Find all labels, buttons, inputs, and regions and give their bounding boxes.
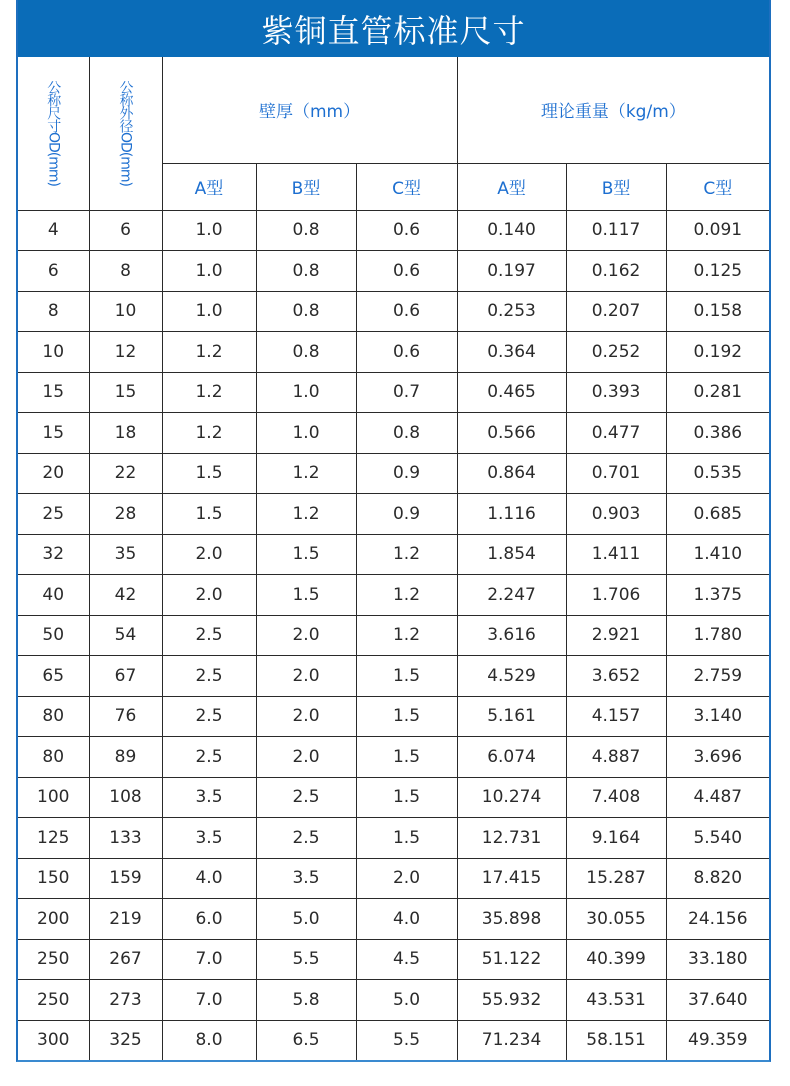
table-cell: 5.540 — [666, 818, 769, 859]
table-cell: 2.5 — [162, 696, 256, 737]
table-cell: 1.0 — [162, 291, 256, 332]
table-row — [18, 534, 769, 575]
table-cell: 2.247 — [457, 575, 566, 616]
table-cell: 1.375 — [666, 575, 769, 616]
table-cell: 4.0 — [162, 858, 256, 899]
table-cell: 0.7 — [356, 372, 457, 413]
table-cell: 0.6 — [356, 251, 457, 292]
table-cell: 300 — [18, 1020, 89, 1060]
header-theoretical-weight: 理论重量（kg/m） — [457, 57, 769, 163]
table-cell: 108 — [89, 777, 162, 818]
table-cell: 1.2 — [162, 332, 256, 373]
header-nominal-size: 公称尺寸OD(mm) — [18, 57, 89, 210]
table-cell: 0.8 — [256, 210, 356, 251]
table-cell: 5.161 — [457, 696, 566, 737]
table-cell: 4.529 — [457, 656, 566, 697]
table-cell: 54 — [89, 615, 162, 656]
table-cell: 12.731 — [457, 818, 566, 859]
table-cell: 1.5 — [256, 575, 356, 616]
table-cell: 65 — [18, 656, 89, 697]
table-cell: 100 — [18, 777, 89, 818]
table-row — [18, 899, 769, 940]
table-row — [18, 453, 769, 494]
table-cell: 37.640 — [666, 980, 769, 1021]
table-cell: 0.6 — [356, 210, 457, 251]
table-cell: 2.0 — [256, 615, 356, 656]
table-cell: 1.5 — [356, 777, 457, 818]
table-cell: 89 — [89, 737, 162, 778]
table-cell: 5.8 — [256, 980, 356, 1021]
table-cell: 1.780 — [666, 615, 769, 656]
table-row — [18, 939, 769, 980]
table-cell: 4.5 — [356, 939, 457, 980]
table-row — [18, 291, 769, 332]
table-cell: 1.2 — [356, 615, 457, 656]
table-cell: 0.465 — [457, 372, 566, 413]
table-row — [18, 413, 769, 454]
copper-pipe-spec-table — [18, 57, 769, 1060]
table-cell: 0.197 — [457, 251, 566, 292]
table-cell: 0.393 — [566, 372, 666, 413]
table-cell: 1.410 — [666, 534, 769, 575]
table-cell: 3.652 — [566, 656, 666, 697]
table-row — [18, 858, 769, 899]
table-row — [18, 251, 769, 292]
table-row — [18, 575, 769, 616]
table-cell: 8.0 — [162, 1020, 256, 1060]
table-cell: 0.162 — [566, 251, 666, 292]
table-cell: 267 — [89, 939, 162, 980]
table-cell: 325 — [89, 1020, 162, 1060]
table-cell: 15 — [18, 372, 89, 413]
table-body — [18, 210, 769, 1060]
table-cell: 35.898 — [457, 899, 566, 940]
table-row — [18, 737, 769, 778]
table-cell: 6.0 — [162, 899, 256, 940]
header-outer-diameter: 公称外径OD(mm) — [89, 57, 162, 210]
table-cell: 1.0 — [256, 372, 356, 413]
table-cell: 6.5 — [256, 1020, 356, 1060]
table-cell: 5.0 — [356, 980, 457, 1021]
table-row — [18, 656, 769, 697]
table-cell: 15.287 — [566, 858, 666, 899]
table-cell: 2.0 — [256, 737, 356, 778]
table-cell: 80 — [18, 737, 89, 778]
table-cell: 80 — [18, 696, 89, 737]
table-row — [18, 696, 769, 737]
table-cell: 0.364 — [457, 332, 566, 373]
table-cell: 0.117 — [566, 210, 666, 251]
table-cell: 12 — [89, 332, 162, 373]
table-cell: 55.932 — [457, 980, 566, 1021]
table-cell: 250 — [18, 939, 89, 980]
table-cell: 33.180 — [666, 939, 769, 980]
table-cell: 2.5 — [162, 737, 256, 778]
table-cell: 5.5 — [356, 1020, 457, 1060]
table-cell: 1.5 — [356, 656, 457, 697]
table-cell: 1.854 — [457, 534, 566, 575]
table-cell: 30.055 — [566, 899, 666, 940]
table-cell: 0.207 — [566, 291, 666, 332]
table-cell: 4.887 — [566, 737, 666, 778]
table-row — [18, 372, 769, 413]
table-cell: 1.5 — [356, 737, 457, 778]
table-cell: 28 — [89, 494, 162, 535]
header-weight-c: C型 — [666, 163, 769, 210]
table-cell: 71.234 — [457, 1020, 566, 1060]
table-cell: 5.5 — [256, 939, 356, 980]
table-cell: 43.531 — [566, 980, 666, 1021]
table-cell: 0.8 — [356, 413, 457, 454]
table-cell: 42 — [89, 575, 162, 616]
table-cell: 7.408 — [566, 777, 666, 818]
table-cell: 6.074 — [457, 737, 566, 778]
table-cell: 219 — [89, 899, 162, 940]
table-cell: 0.903 — [566, 494, 666, 535]
table-row — [18, 1020, 769, 1060]
table-cell: 1.2 — [256, 494, 356, 535]
table-cell: 49.359 — [666, 1020, 769, 1060]
table-cell: 0.158 — [666, 291, 769, 332]
table-cell: 1.2 — [256, 453, 356, 494]
table-cell: 0.6 — [356, 332, 457, 373]
table-cell: 2.921 — [566, 615, 666, 656]
table-row — [18, 777, 769, 818]
table-cell: 159 — [89, 858, 162, 899]
table-row — [18, 332, 769, 373]
table-cell: 51.122 — [457, 939, 566, 980]
table-cell: 4.157 — [566, 696, 666, 737]
table-row — [18, 818, 769, 859]
table-cell: 17.415 — [457, 858, 566, 899]
table-cell: 2.0 — [256, 696, 356, 737]
table-cell: 40 — [18, 575, 89, 616]
table-cell: 22 — [89, 453, 162, 494]
table-cell: 125 — [18, 818, 89, 859]
table-cell: 2.759 — [666, 656, 769, 697]
table-cell: 0.9 — [356, 494, 457, 535]
table-cell: 10 — [89, 291, 162, 332]
table-cell: 58.151 — [566, 1020, 666, 1060]
header-wall-b: B型 — [256, 163, 356, 210]
table-cell: 0.386 — [666, 413, 769, 454]
table-cell: 3.5 — [162, 777, 256, 818]
table-cell: 4.487 — [666, 777, 769, 818]
table-cell: 2.5 — [256, 777, 356, 818]
header-wall-c: C型 — [356, 163, 457, 210]
spec-table-container — [16, 0, 771, 1062]
table-cell: 250 — [18, 980, 89, 1021]
table-cell: 1.0 — [256, 413, 356, 454]
table-cell: 0.6 — [356, 291, 457, 332]
table-cell: 5.0 — [256, 899, 356, 940]
table-cell: 1.0 — [162, 251, 256, 292]
table-cell: 2.5 — [162, 615, 256, 656]
table-cell: 1.706 — [566, 575, 666, 616]
table-cell: 15 — [18, 413, 89, 454]
table-row — [18, 494, 769, 535]
table-cell: 25 — [18, 494, 89, 535]
table-cell: 35 — [89, 534, 162, 575]
table-cell: 1.5 — [162, 453, 256, 494]
table-cell: 1.0 — [162, 210, 256, 251]
table-cell: 76 — [89, 696, 162, 737]
table-cell: 133 — [89, 818, 162, 859]
table-cell: 8 — [18, 291, 89, 332]
table-cell: 1.2 — [162, 413, 256, 454]
table-cell: 0.701 — [566, 453, 666, 494]
table-cell: 3.140 — [666, 696, 769, 737]
table-cell: 10.274 — [457, 777, 566, 818]
table-cell: 0.8 — [256, 332, 356, 373]
table-cell: 0.253 — [457, 291, 566, 332]
table-cell: 3.5 — [162, 818, 256, 859]
table-cell: 2.0 — [162, 534, 256, 575]
header-wall-a: A型 — [162, 163, 256, 210]
table-cell: 1.5 — [162, 494, 256, 535]
table-cell: 9.164 — [566, 818, 666, 859]
table-cell: 24.156 — [666, 899, 769, 940]
table-cell: 3.616 — [457, 615, 566, 656]
table-cell: 15 — [89, 372, 162, 413]
table-cell: 1.2 — [356, 534, 457, 575]
table-cell: 7.0 — [162, 939, 256, 980]
table-cell: 3.696 — [666, 737, 769, 778]
table-cell: 0.192 — [666, 332, 769, 373]
table-cell: 273 — [89, 980, 162, 1021]
table-cell: 32 — [18, 534, 89, 575]
table-cell: 1.116 — [457, 494, 566, 535]
table-cell: 1.5 — [356, 818, 457, 859]
table-cell: 0.566 — [457, 413, 566, 454]
table-row — [18, 210, 769, 251]
table-cell: 0.685 — [666, 494, 769, 535]
table-cell: 18 — [89, 413, 162, 454]
table-cell: 2.0 — [356, 858, 457, 899]
table-cell: 0.252 — [566, 332, 666, 373]
table-cell: 1.2 — [162, 372, 256, 413]
table-cell: 0.281 — [666, 372, 769, 413]
table-cell: 2.5 — [162, 656, 256, 697]
table-cell: 0.125 — [666, 251, 769, 292]
table-cell: 150 — [18, 858, 89, 899]
table-cell: 20 — [18, 453, 89, 494]
table-row — [18, 980, 769, 1021]
table-cell: 6 — [89, 210, 162, 251]
table-cell: 0.091 — [666, 210, 769, 251]
header-weight-a: A型 — [457, 163, 566, 210]
table-title: 紫铜直管标准尺寸 — [18, 0, 769, 57]
table-cell: 0.8 — [256, 251, 356, 292]
table-cell: 10 — [18, 332, 89, 373]
table-cell: 0.140 — [457, 210, 566, 251]
table-cell: 0.864 — [457, 453, 566, 494]
table-cell: 8 — [89, 251, 162, 292]
table-cell: 1.2 — [356, 575, 457, 616]
table-cell: 2.5 — [256, 818, 356, 859]
table-cell: 4.0 — [356, 899, 457, 940]
table-cell: 1.411 — [566, 534, 666, 575]
table-cell: 4 — [18, 210, 89, 251]
header-wall-thickness: 壁厚（mm） — [162, 57, 457, 163]
table-cell: 2.0 — [162, 575, 256, 616]
table-cell: 2.0 — [256, 656, 356, 697]
table-cell: 6 — [18, 251, 89, 292]
table-cell: 50 — [18, 615, 89, 656]
table-cell: 0.8 — [256, 291, 356, 332]
table-cell: 0.535 — [666, 453, 769, 494]
table-cell: 0.477 — [566, 413, 666, 454]
table-cell: 1.5 — [256, 534, 356, 575]
table-cell: 1.5 — [356, 696, 457, 737]
table-cell: 3.5 — [256, 858, 356, 899]
header-weight-b: B型 — [566, 163, 666, 210]
table-cell: 8.820 — [666, 858, 769, 899]
table-cell: 200 — [18, 899, 89, 940]
table-cell: 7.0 — [162, 980, 256, 1021]
table-cell: 67 — [89, 656, 162, 697]
table-row — [18, 615, 769, 656]
table-cell: 0.9 — [356, 453, 457, 494]
table-cell: 40.399 — [566, 939, 666, 980]
